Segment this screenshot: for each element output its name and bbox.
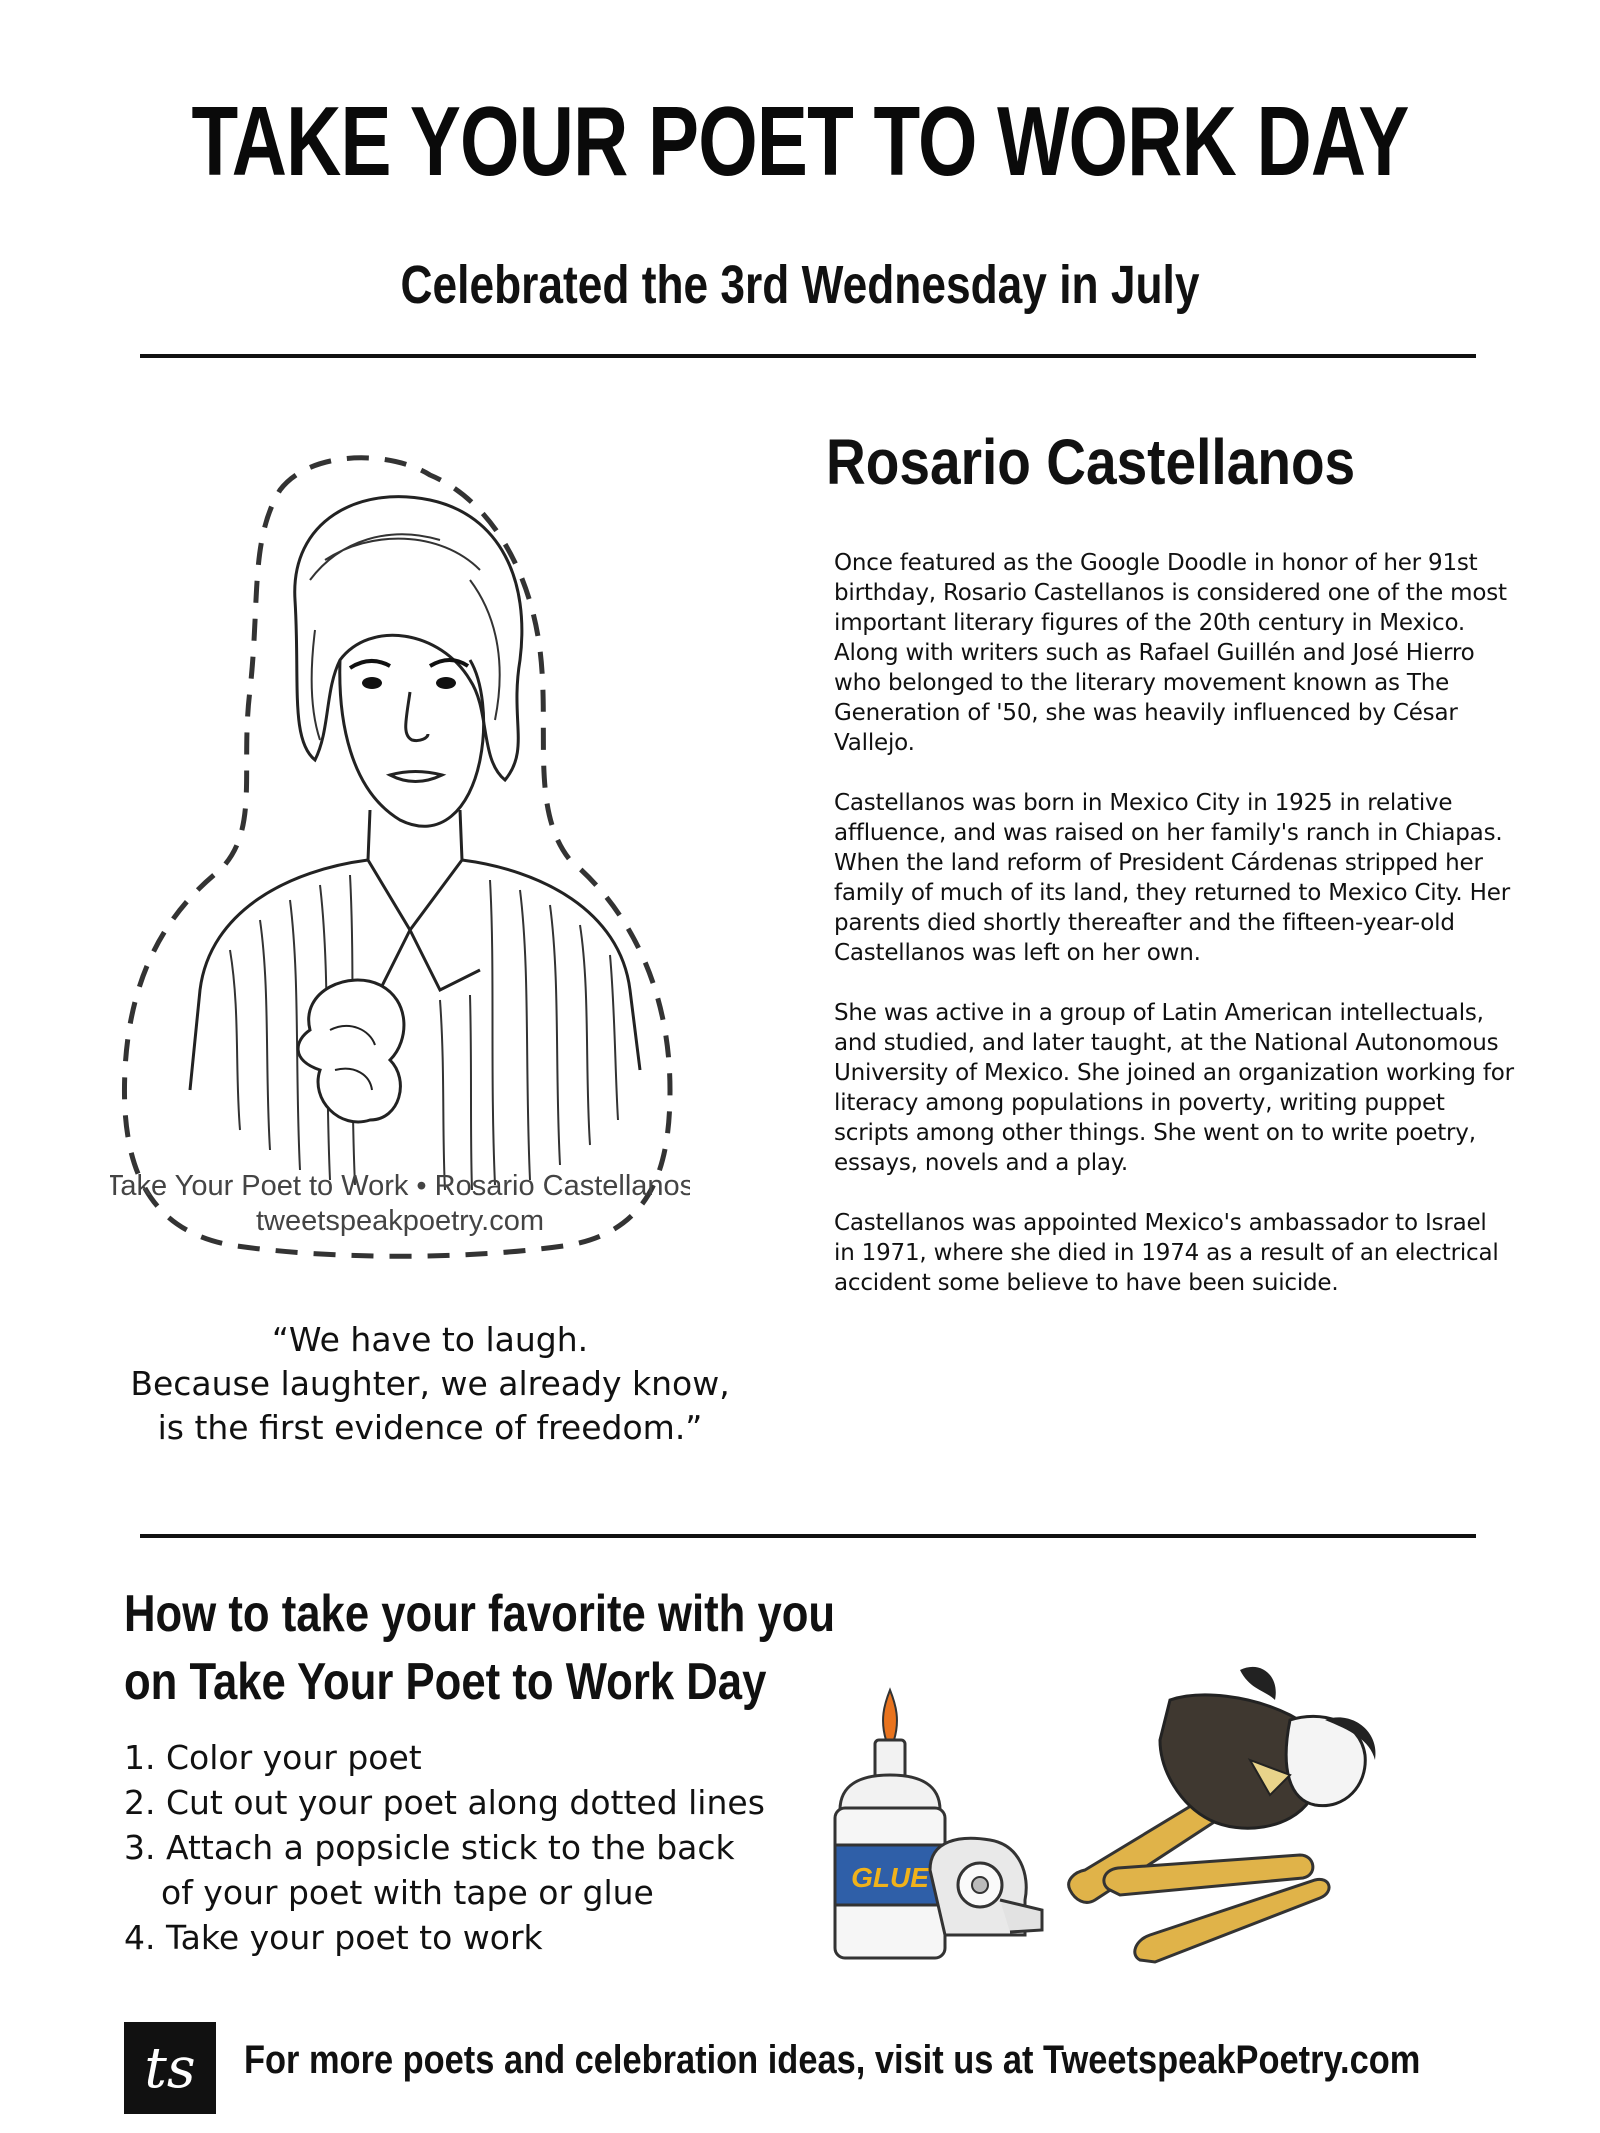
footer-text: For more poets and celebration ideas, visit us at TweetspeakPoetry.com bbox=[244, 2038, 1421, 2082]
tweetspeak-logo bbox=[124, 2022, 216, 2114]
bio-paragraph: Castellanos was appointed Mexico's ambassador to Israel in 1971, where she died in 1974 as a result of an electrical accident some believe to have been suicide. bbox=[834, 1210, 1499, 1296]
quote-line: Because laughter, we already know, bbox=[130, 1364, 730, 1403]
poet-name-heading: Rosario Castellanos bbox=[826, 426, 1356, 498]
poet-quote bbox=[80, 1318, 780, 1450]
paper-poet-puppet-icon bbox=[1160, 1667, 1376, 1828]
portrait-caption: Take Your Poet to Work • Rosario Castellanos bbox=[110, 1170, 690, 1202]
poet-portrait-illustration bbox=[110, 430, 690, 1270]
bio-paragraph: Castellanos was born in Mexico City in 1925 in relative affluence, and was raised on her family's ranch in Chiapas. When the land reform of President Cárdenas stripped her family of much of its land, they returned to Mexico City. Her parents died shortly thereafter and the fifteen-year-old Castellanos was left on her own. bbox=[834, 790, 1510, 966]
howto-heading bbox=[124, 1580, 835, 1716]
howto-heading-line: How to take your favorite with you bbox=[124, 1585, 836, 1643]
step-item: 2. Cut out your poet along dotted lines bbox=[124, 1783, 765, 1822]
glue-label: GLUE bbox=[851, 1862, 929, 1893]
page-title: TAKE YOUR POET TO WORK DAY bbox=[191, 86, 1409, 196]
tape-dispenser-icon bbox=[930, 1838, 1042, 1935]
step-item: 1. Color your poet bbox=[124, 1738, 422, 1777]
top-divider bbox=[140, 354, 1476, 358]
dotted-cut-line bbox=[124, 458, 670, 1256]
page-subtitle: Celebrated the 3rd Wednesday in July bbox=[400, 255, 1200, 315]
portrait-url: tweetspeakpoetry.com bbox=[256, 1205, 544, 1237]
howto-steps-list bbox=[124, 1735, 824, 1960]
bio-paragraph: She was active in a group of Latin American intellectuals, and studied, and later taught, at the National Autonomous University of Mexico. She joined an organization working for literacy among populations in poverty, writing puppet scripts among other things. She went on to write poetry, essays, novels and a play. bbox=[834, 1000, 1514, 1176]
craft-supplies-illustration bbox=[820, 1660, 1440, 1990]
bio-paragraph: Once featured as the Google Doodle in honor of her 91st birthday, Rosario Castellanos is considered one of the most important literary figures of the 20th century in Mexico. Along with writers such as Rafael Guillén and José Hierro who belonged to the literary movement known as The Generation of '50, she was heavily influenced by César Vallejo. bbox=[834, 550, 1507, 756]
step-item-continued: of your poet with tape or glue bbox=[161, 1873, 654, 1912]
quote-line: “We have to laugh. bbox=[271, 1320, 589, 1359]
poet-biography bbox=[834, 548, 1514, 1328]
logo-text: ts bbox=[144, 2035, 196, 2101]
middle-divider bbox=[140, 1534, 1476, 1538]
step-item: 4. Take your poet to work bbox=[124, 1918, 543, 1957]
glue-bottle-icon bbox=[835, 1690, 945, 1958]
quote-line: is the first evidence of freedom.” bbox=[157, 1408, 703, 1447]
howto-heading-line: on Take Your Poet to Work Day bbox=[124, 1653, 767, 1711]
step-item: 3. Attach a popsicle stick to the back bbox=[124, 1828, 735, 1867]
